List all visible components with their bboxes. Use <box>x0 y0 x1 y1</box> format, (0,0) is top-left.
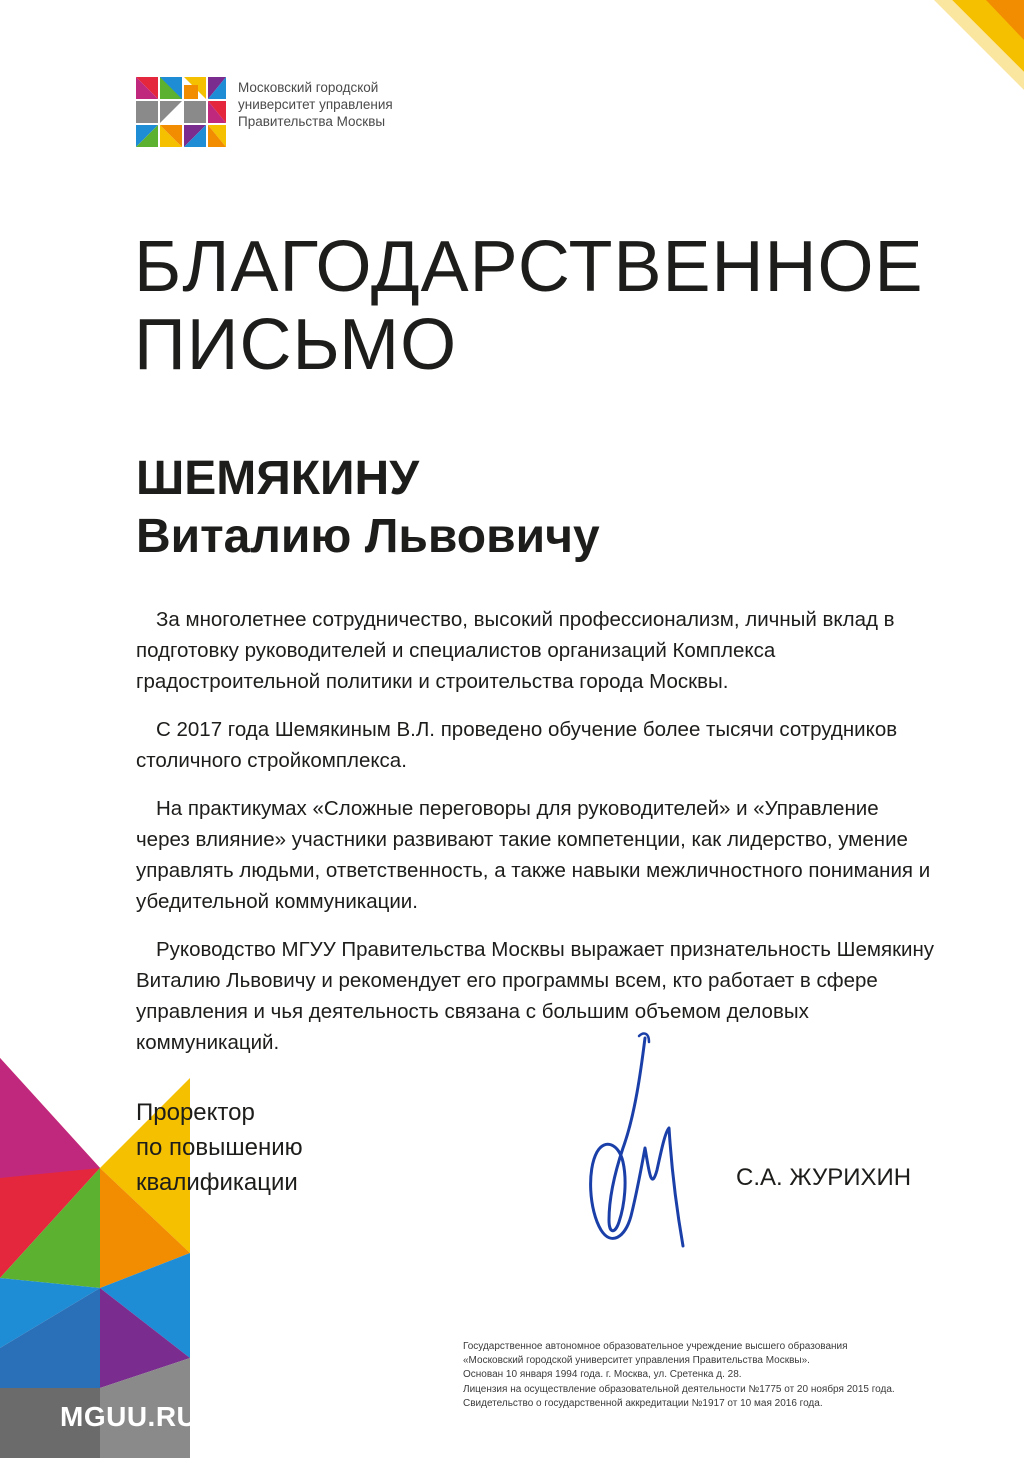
handwritten-signature <box>575 1020 715 1260</box>
signatory-position <box>136 1095 303 1200</box>
title-line-1: БЛАГОДАРСТВЕННОЕ <box>134 227 924 307</box>
position-line: квалификации <box>136 1169 298 1196</box>
corner-decoration-top-right <box>874 0 1024 100</box>
website-url: MGUU.RU <box>60 1401 198 1432</box>
logo-text-line: университет управления <box>238 97 393 112</box>
signer-name: С.А. ЖУРИХИН <box>736 1164 912 1191</box>
logo-text-line: Московский городской <box>238 80 379 95</box>
body-paragraph: С 2017 года Шемякиным В.Л. проведено обучение более тысячи сотрудников столичного стройкомплекса. <box>136 718 898 772</box>
recipient-name <box>136 450 600 566</box>
logo-text-line: Правительства Москвы <box>238 114 386 129</box>
position-line: по повышению <box>136 1134 303 1161</box>
document-title <box>134 228 924 384</box>
legal-line: Государственное автономное образовательное учреждение высшего образования <box>463 1341 848 1352</box>
legal-footer <box>463 1340 983 1411</box>
legal-line: Свидетельство о государственной аккредитации №1917 от 10 мая 2016 года. <box>463 1397 823 1409</box>
legal-line: Основан 10 января 1994 года. г. Москва, ул. Сретенка д. 28. <box>463 1369 742 1381</box>
position-line: Проректор <box>136 1099 255 1126</box>
recipient-surname: ШЕМЯКИНУ <box>136 452 420 505</box>
letter-body <box>136 604 936 1075</box>
recipient-first-patronymic: Виталию Львовичу <box>136 510 600 563</box>
body-paragraph: Руководство МГУУ Правительства Москвы выражает признательность Шемякину Виталию Львовичу и рекомендует его программы всем, кто работает в сфере управления и чья деятельность связана с большим объемом деловых коммуникаций. <box>136 938 935 1054</box>
legal-line: «Московский городской университет управления Правительства Москвы». <box>463 1355 810 1367</box>
body-paragraph: За многолетнее сотрудничество, высокий профессионализм, личный вклад в подготовку руководителей и специалистов организаций Комплекса градостроительной политики и строительства города Москвы. <box>136 608 895 693</box>
title-line-2: ПИСЬМО <box>134 305 458 385</box>
university-logo-mark <box>136 77 226 169</box>
university-logo <box>136 77 438 169</box>
legal-line: Лицензия на осуществление образовательной деятельности №1775 от 20 ноября 2015 года. <box>463 1383 895 1395</box>
body-paragraph: На практикумах «Сложные переговоры для руководителей» и «Управление через влияние» участники развивают такие компетенции, как лидерство, умение управлять людьми, ответственность, а также навыки межличностного понимания и убедительной коммуникации. <box>136 797 931 913</box>
university-logo-text <box>238 79 438 130</box>
